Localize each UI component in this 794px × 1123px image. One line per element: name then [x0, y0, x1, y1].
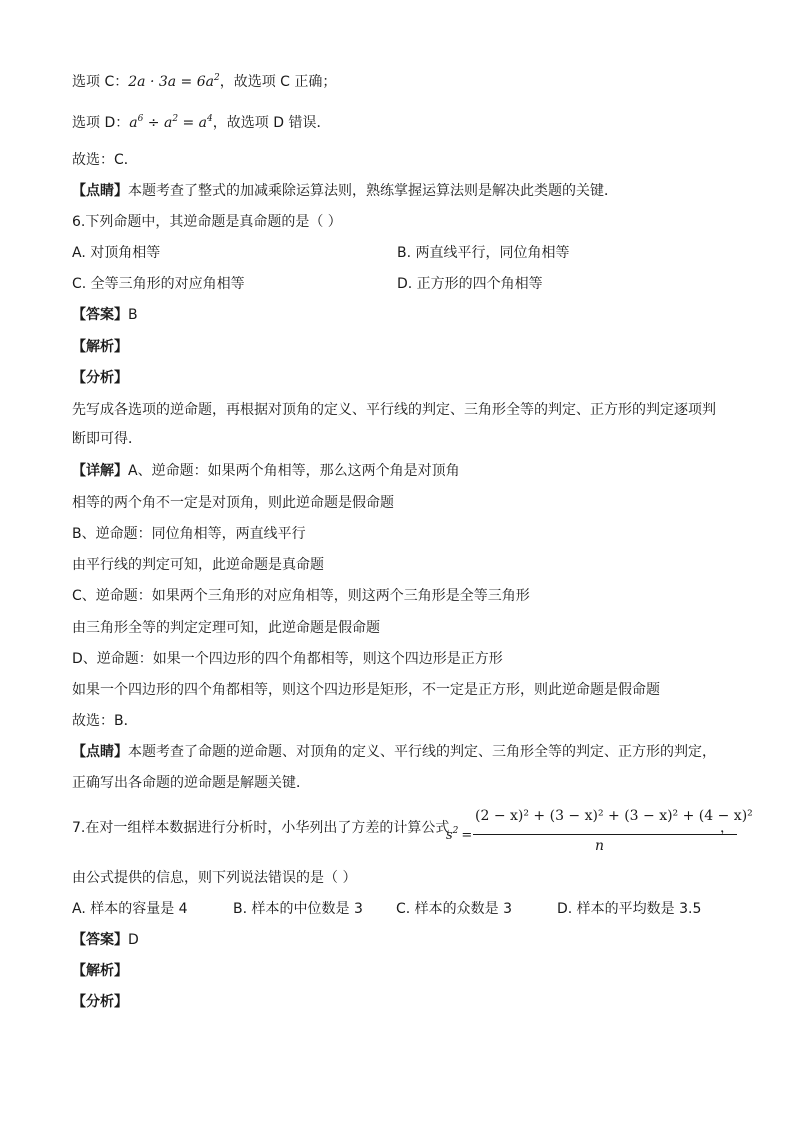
q7-option-a: A. 样本的容量是 4 — [72, 901, 188, 917]
dianjing-text: 本题考查了整式的加减乘除运算法则，熟练掌握运算法则是解决此类题的关键． — [128, 183, 618, 199]
formula-c — [128, 74, 219, 90]
xiangjie-text: A、逆命题：如果两个角相等，那么这两个角是对顶角 — [128, 463, 460, 479]
tag-xiangjie: 【详解】 — [72, 463, 128, 479]
answer-7 — [72, 930, 139, 950]
formula-c-body: 2a · 3a = 6a — [128, 74, 214, 90]
dianjing-2-line-1 — [72, 742, 716, 762]
formula-d-exp3: 4 — [207, 114, 213, 124]
dianjing-2-text: 本题考查了命题的逆命题、对顶角的定义、平行线的判定、三角形全等的判定、正方形的判定， — [128, 744, 716, 760]
dianjing-2-line-2: 正确写出各命题的逆命题是解题关键． — [72, 775, 310, 791]
variance-exp: 2 — [452, 826, 459, 836]
line-choose-c: 故选：C． — [72, 152, 138, 168]
question-7-line-1 — [72, 818, 449, 838]
variance-s: s — [446, 828, 453, 843]
question-7-text: 7.在对一组样本数据进行分析时，小华列出了方差的计算公式 — [72, 820, 450, 836]
detail-line-7: 如果一个四边形的四个角都相等，则这个四边形是矩形，不一定是正方形，则此逆命题是假命题 — [72, 682, 660, 698]
tag-fenxi-7: 【分析】 — [72, 994, 128, 1010]
formula-d-exp2: 2 — [172, 114, 179, 124]
q7-option-b: B. 样本的中位数是 3 — [233, 901, 363, 917]
question-7-line-2: 由公式提供的信息，则下列说法错误的是（ ） — [72, 870, 357, 886]
q7-option-c: C. 样本的众数是 3 — [396, 901, 513, 917]
formula-d — [129, 115, 213, 131]
line-option-d — [72, 113, 330, 133]
detail-line-2: B、逆命题：同位角相等，两直线平行 — [72, 526, 306, 542]
fenxi-6-text-2: 断即可得． — [72, 431, 142, 447]
option-c-prefix: 选项 C： — [72, 74, 129, 90]
detail-line-1: 相等的两个角不一定是对顶角，则此逆命题是假命题 — [72, 495, 394, 511]
tag-answer: 【答案】 — [72, 307, 128, 323]
tag-fenxi-6: 【分析】 — [72, 370, 128, 386]
xiangjie-line — [72, 461, 460, 481]
option-d-suffix: ，故选项 D 错误． — [212, 115, 331, 131]
option-c-suffix: ，故选项 C 正确； — [219, 74, 337, 90]
formula-numerator: (2 − x)² + (3 − x)² + (3 − x)² + (4 − x)² — [475, 808, 753, 824]
question-6: 6.下列命题中，其逆命题是真命题的是（ ） — [72, 214, 342, 230]
formula-d-c: = a — [178, 115, 208, 131]
formula-d-a: a — [129, 115, 138, 131]
fraction-bar — [473, 834, 737, 835]
answer-7-value: D — [128, 932, 139, 948]
formula-d-b: ÷ a — [143, 115, 173, 131]
line-dianjing-1 — [72, 181, 618, 201]
fenxi-6-text-1: 先写成各选项的逆命题，再根据对顶角的定义、平行线的判定、三角形全等的判定、正方形的判定逐项判 — [72, 402, 716, 418]
q6-option-c: C. 全等三角形的对应角相等 — [72, 276, 245, 292]
detail-line-8: 故选：B． — [72, 713, 138, 729]
detail-line-4: C、逆命题：如果两个三角形的对应角相等，则这两个三角形是全等三角形 — [72, 588, 530, 604]
q6-option-d: D. 正方形的四个角相等 — [397, 276, 543, 292]
tag-jiexi-6: 【解析】 — [72, 339, 128, 355]
tag-dianjing-2: 【点睛】 — [72, 744, 128, 760]
answer-6 — [72, 305, 138, 325]
answer-6-value: B — [128, 307, 138, 323]
tag-jiexi-7: 【解析】 — [72, 963, 128, 979]
detail-line-6: D、逆命题：如果一个四边形的四个角都相等，则这个四边形是正方形 — [72, 651, 503, 667]
option-d-prefix: 选项 D： — [72, 115, 130, 131]
q7-comma: ， — [720, 820, 734, 836]
q6-option-a: A. 对顶角相等 — [72, 245, 161, 261]
variance-formula — [445, 806, 753, 856]
detail-line-5: 由三角形全等的判定定理可知，此逆命题是假命题 — [72, 620, 380, 636]
q6-option-b: B. 两直线平行，同位角相等 — [397, 245, 570, 261]
detail-line-3: 由平行线的判定可知，此逆命题是真命题 — [72, 557, 324, 573]
formula-c-exp: 2 — [213, 73, 220, 83]
formula-denominator: n — [595, 838, 605, 854]
tag-dianjing: 【点睛】 — [72, 183, 128, 199]
line-option-c — [72, 72, 336, 92]
q7-option-d: D. 样本的平均数是 3.5 — [557, 901, 702, 917]
variance-eq: = — [461, 828, 473, 843]
formula-d-exp1: 6 — [137, 114, 144, 124]
tag-answer-7: 【答案】 — [72, 932, 128, 948]
